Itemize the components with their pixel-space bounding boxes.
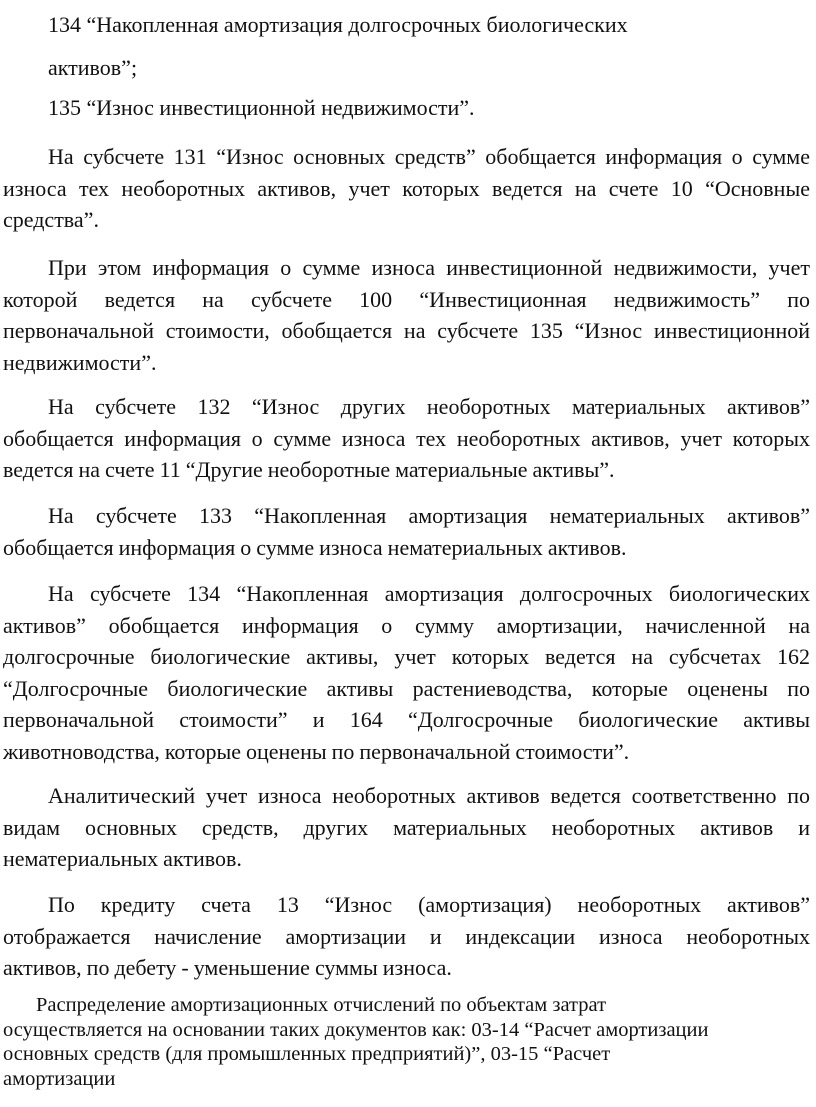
paragraph-investment-property: При этом информация о сумме износа инвестиционной недвижимости, учет которой ведется на субсчете 100 “Инвестиционная недвижимость” по первоначальной стоимости, обобщается на субсчете 135 “Износ инвестиционной недвижимости”.: [3, 255, 810, 375]
paragraph-133: На субсчете 133 “Накопленная амортизация нематериальных активов” обобщается информация о сумме износа нематериальных активов.: [3, 503, 810, 560]
paragraph-analytical-accounting: Аналитический учет износа необоротных активов ведется соответственно по видам основных средств, других материальных необоротных активов и нематериальных активов.: [3, 783, 810, 871]
paragraph-132: На субсчете 132 “Износ других необоротных материальных активов” обобщается информация о сумме износа тех необоротных активов, учет которых ведется на счете 11 “Другие необоротные материальные активы”.: [3, 394, 810, 482]
paragraph-134: На субсчете 134 “Накопленная амортизация долгосрочных биологических активов” обобщается информация о сумму амортизации, начисленной на долгосрочные биологические активы, учет которых ведется на субсчетах 162 “Долгосрочные биологические активы растениеводства, которые оценены по первоначальной стоимости” и 164 “Долгосрочные биологические активы животноводства, которые оценены по первоначальной стоимости”.: [3, 581, 810, 764]
header-line: 135 “Износ инвестиционной недвижимости”.: [48, 95, 475, 120]
paragraph-account-13: По кредиту счета 13 “Износ (амортизация) необоротных активов” отображается начисление амортизации и индексации износа необоротных активов, по дебету - уменьшение суммы износа.: [3, 892, 810, 980]
header-line: 134 “Накопленная амортизация долгосрочных биологических: [48, 12, 628, 37]
paragraph-131: На субсчете 131 “Износ основных средств” обобщается информация о сумме износа тех необоротных активов, учет которых ведется на счете 10 “Основные средства”.: [3, 144, 810, 232]
header-line: активов”;: [48, 55, 138, 80]
paragraph-distribution: Распределение амортизационных отчислений по объектам затрат осуществляется на основании таких документов как: 03-14 “Расчет амортизации основных средств (для промышленных предприятий)”, 03-15 “Расчет амортизации: [3, 994, 709, 1090]
